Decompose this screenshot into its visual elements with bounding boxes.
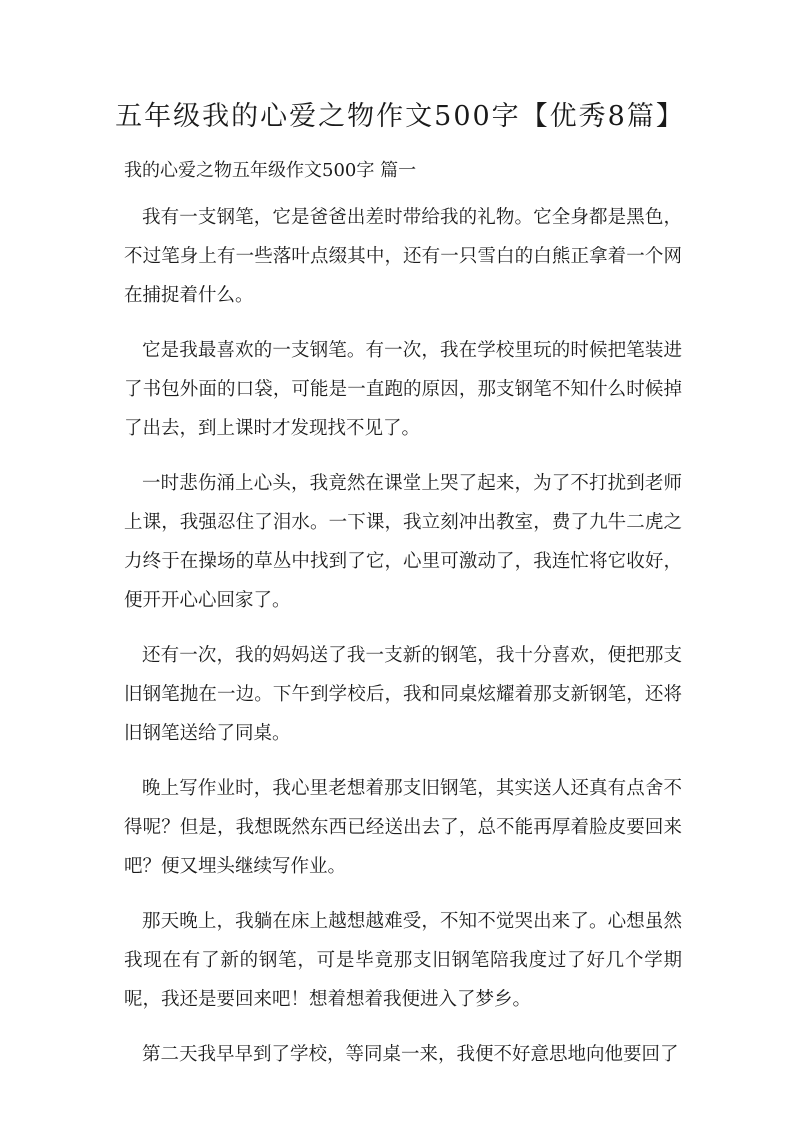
section-heading: 我的心爱之物五年级作文500字 篇一 <box>124 160 417 181</box>
paragraph-1: 我有一支钢笔，它是爸爸出差时带给我的礼物。它全身都是黑色，不过笔身上有一些落叶点缀其中，还有一只雪白的白熊正拿着一个网在捕捉着什么。 <box>124 207 682 306</box>
document-title: 五年级我的心爱之物作文500字【优秀8篇】 <box>115 101 685 132</box>
paragraph-5: 晚上写作业时，我心里老想着那支旧钢笔，其实送人还真有点舍不得呢？但是，我想既然东西已经送出去了，总不能再厚着脸皮要回来吧？便又埋头继续写作业。 <box>124 778 682 877</box>
paragraph-2: 它是我最喜欢的一支钢笔。有一次，我在学校里玩的时候把笔装进了书包外面的口袋，可能是一直跑的原因，那支钢笔不知什么时候掉了出去，到上课时才发现找不见了。 <box>124 340 682 439</box>
article-body <box>124 198 682 1090</box>
paragraph-3: 一时悲伤涌上心头，我竟然在课堂上哭了起来，为了不打扰到老师上课，我强忍住了泪水。一下课，我立刻冲出教室，费了九牛二虎之力终于在操场的草丛中找到了它，心里可激动了，我连忙将它收好，便开开心心回家了。 <box>124 473 682 611</box>
paragraph-4: 还有一次，我的妈妈送了我一支新的钢笔，我十分喜欢，便把那支旧钢笔抛在一边。下午到学校后，我和同桌炫耀着那支新钢笔，还将旧钢笔送给了同桌。 <box>124 645 682 744</box>
paragraph-6: 那天晚上，我躺在床上越想越难受，不知不觉哭出来了。心想虽然我现在有了新的钢笔，可是毕竟那支旧钢笔陪我度过了好几个学期呢，我还是要回来吧！想着想着我便进入了梦乡。 <box>124 911 682 1010</box>
paragraph-7: 第二天我早早到了学校，等同桌一来，我便不好意思地向他要回了 <box>142 1044 679 1065</box>
